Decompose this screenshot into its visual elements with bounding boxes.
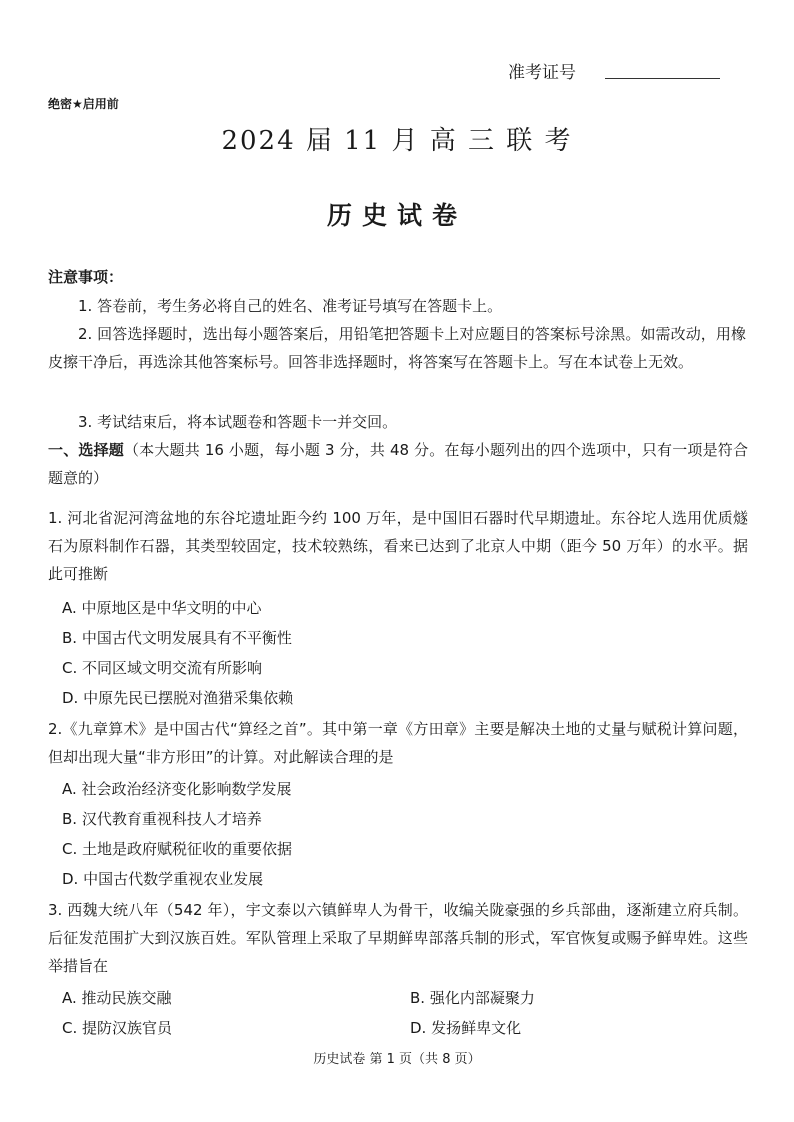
notice-item-1: 1. 答卷前，考生务必将自己的姓名、准考证号填写在答题卡上。	[78, 297, 503, 315]
notice-item-2: 2. 回答选择题时，选出每小题答案后，用铅笔把答题卡上对应题目的答案标号涂黑。如需改动，用橡皮擦干净后，再选涂其他答案标号。回答非选择题时，将答案写在答题卡上。写在本试卷上无效。	[48, 325, 746, 371]
q3-option-d[interactable]: D. 发扬鲜卑文化	[410, 1019, 522, 1037]
q2-option-b[interactable]: B. 汉代教育重视科技人才培养	[62, 810, 262, 828]
page-footer: 历史试卷 第 1 页（共 8 页）	[313, 1052, 481, 1067]
notice-item-3: 3. 考试结束后，将本试题卷和答题卡一并交回。	[78, 413, 398, 431]
section-heading	[48, 436, 748, 492]
q2-option-c[interactable]: C. 土地是政府赋税征收的重要依据	[62, 840, 293, 858]
exam-id-label: 准考证号	[508, 63, 576, 83]
section-label: 一、选择题	[48, 441, 124, 459]
question-3-stem: 3. 西魏大统八年（542 年），宇文泰以六镇鲜卑人为骨干，收编关陇豪强的乡兵部曲，逐渐建立府兵制。后征发范围扩大到汉族百姓。军队管理上采取了早期鲜卑部落兵制的形式，军官恢复或赐予鲜卑姓。这些举措旨在	[48, 901, 748, 975]
exam-title: 2024 届 11 月 高 三 联 考	[221, 126, 573, 156]
exam-id-blank[interactable]	[605, 78, 720, 79]
section-desc: （本大题共 16 小题，每小题 3 分，共 48 分。在每小题列出的四个选项中，只有一项是符合题意的）	[48, 441, 748, 487]
q2-option-a[interactable]: A. 社会政治经济变化影响数学发展	[62, 780, 292, 798]
q1-option-b[interactable]: B. 中国古代文明发展具有不平衡性	[62, 629, 292, 647]
q1-option-a[interactable]: A. 中原地区是中华文明的中心	[62, 599, 262, 617]
q2-option-d[interactable]: D. 中国古代数学重视农业发展	[62, 870, 264, 888]
q3-option-c[interactable]: C. 提防汉族官员	[62, 1019, 173, 1037]
secret-label: 绝密★启用前	[48, 97, 119, 111]
question-2-stem: 2.《九章算术》是中国古代“算经之首”。其中第一章《方田章》主要是解决土地的丈量与赋税计算问题，但却出现大量“非方形田”的计算。对此解读合理的是	[48, 720, 748, 766]
notice-heading: 注意事项：	[48, 268, 124, 286]
question-1-stem: 1. 河北省泥河湾盆地的东谷坨遗址距今约 100 万年，是中国旧石器时代早期遗址。东谷坨人选用优质燧石为原料制作石器，其类型较固定，技术较熟练，看来已达到了北京人中期（距今 50 万年）的水平。据此可推断	[48, 509, 748, 583]
q3-option-a[interactable]: A. 推动民族交融	[62, 989, 172, 1007]
q1-option-c[interactable]: C. 不同区域文明交流有所影响	[62, 659, 263, 677]
subject-title: 历史试卷	[326, 201, 467, 230]
q1-option-d[interactable]: D. 中原先民已摆脱对渔猎采集依赖	[62, 689, 294, 707]
q3-option-b[interactable]: B. 强化内部凝聚力	[410, 989, 535, 1007]
